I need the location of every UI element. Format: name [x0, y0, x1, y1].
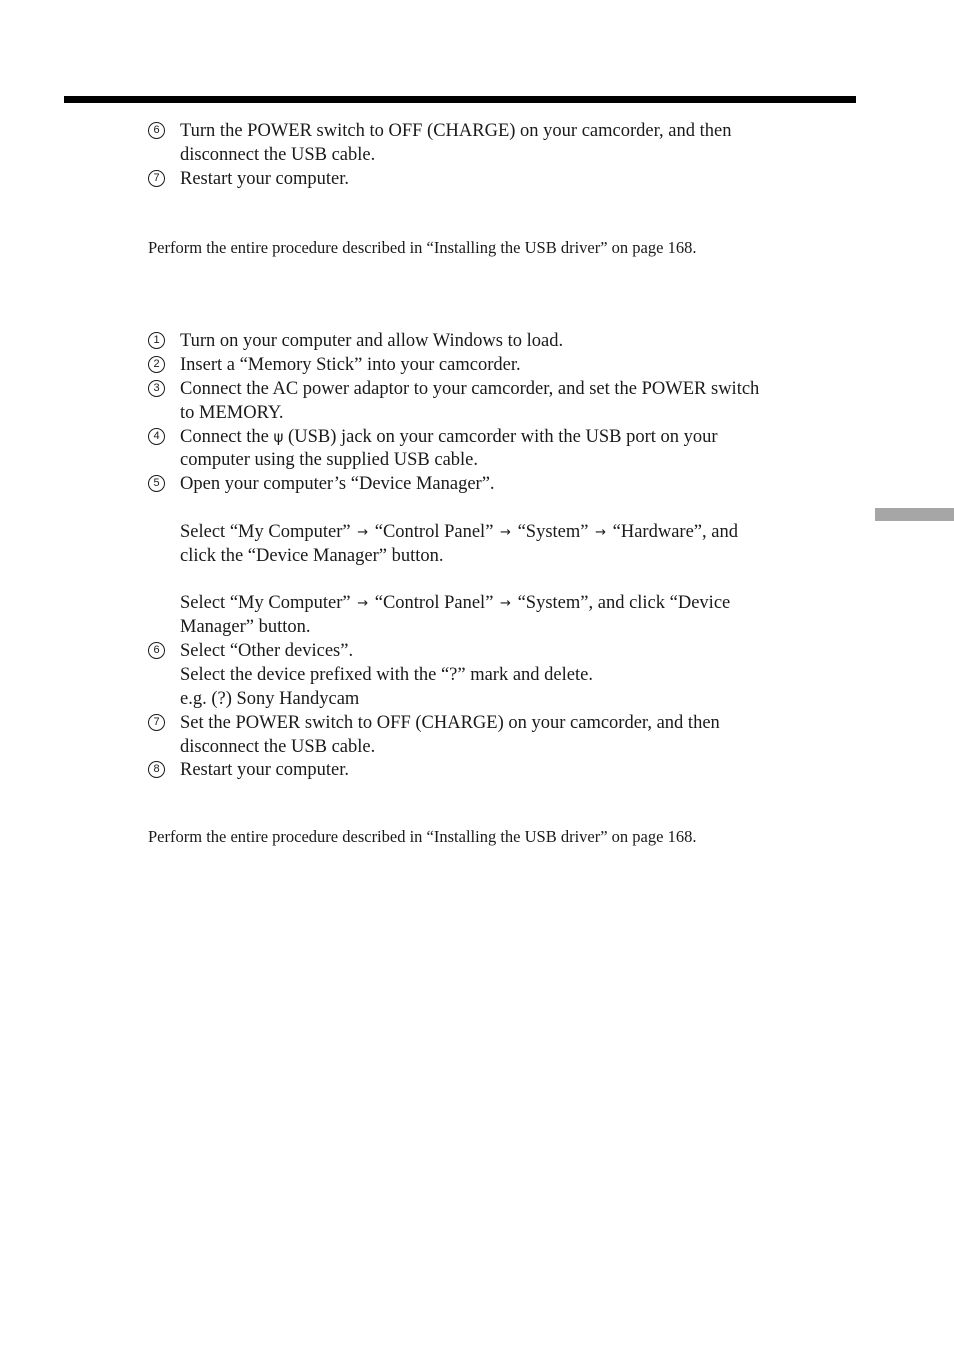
path-my-computer: Select “My Computer” [180, 593, 351, 613]
chapter-side-tab [875, 508, 954, 521]
step-number-5: 5 [148, 475, 165, 492]
step-text: Insert a “Memory Stick” into your camcorder. [180, 355, 521, 375]
step-text [180, 425, 718, 449]
step-number-6: 6 [148, 642, 165, 659]
step-number-3: 3 [148, 380, 165, 397]
step-number-7: 7 [148, 714, 165, 731]
step-text: disconnect the USB cable. [180, 145, 376, 165]
arrow-right-icon: → [500, 525, 511, 540]
arrow-right-icon: → [357, 525, 369, 540]
menu-path [180, 591, 730, 616]
step-text: Select “Other devices”. [180, 641, 354, 661]
path-system: “System”, and click “Device [517, 593, 731, 613]
menu-path [180, 520, 738, 545]
step-text: computer using the supplied USB cable. [180, 450, 479, 470]
path-hardware: “Hardware”, and [612, 522, 738, 542]
header-rule [64, 96, 856, 103]
step-text-part: Connect the [180, 427, 274, 447]
step-number-1: 1 [148, 332, 165, 349]
step-text: Connect the AC power adaptor to your camcorder, and set the POWER switch [180, 379, 760, 399]
path-control-panel: “Control Panel” [374, 593, 494, 613]
step-text: Turn on your computer and allow Windows to load. [180, 331, 564, 351]
step-number-6: 6 [148, 122, 165, 139]
step-text: Select the device prefixed with the “?” mark and delete. [180, 665, 593, 685]
step-text-part: (USB) jack on your camcorder with the USB port on your [283, 427, 718, 447]
step-text: Manager” button. [180, 617, 311, 637]
step-text: Restart your computer. [180, 169, 350, 189]
usb-icon: ψ [273, 428, 284, 446]
step-text: disconnect the USB cable. [180, 737, 376, 757]
step-number-2: 2 [148, 356, 165, 373]
path-my-computer: Select “My Computer” [180, 522, 351, 542]
path-control-panel: “Control Panel” [374, 522, 494, 542]
step-text: Turn the POWER switch to OFF (CHARGE) on your camcorder, and then [180, 121, 732, 141]
procedure-note: Perform the entire procedure described in “Installing the USB driver” on page 168. [148, 827, 697, 846]
arrow-right-icon: → [357, 596, 369, 611]
step-text: Set the POWER switch to OFF (CHARGE) on your camcorder, and then [180, 713, 720, 733]
step-text: click the “Device Manager” button. [180, 546, 444, 566]
arrow-right-icon: → [500, 596, 511, 611]
step-number-7: 7 [148, 170, 165, 187]
step-number-8: 8 [148, 761, 165, 778]
step-text: Restart your computer. [180, 760, 350, 780]
step-text: to MEMORY. [180, 403, 284, 423]
step-number-4: 4 [148, 428, 165, 445]
step-text: e.g. (?) Sony Handycam [180, 689, 360, 709]
path-system: “System” [517, 522, 589, 542]
arrow-right-icon: → [595, 525, 607, 540]
step-text: Open your computer’s “Device Manager”. [180, 474, 495, 494]
procedure-note: Perform the entire procedure described in “Installing the USB driver” on page 168. [148, 238, 697, 257]
